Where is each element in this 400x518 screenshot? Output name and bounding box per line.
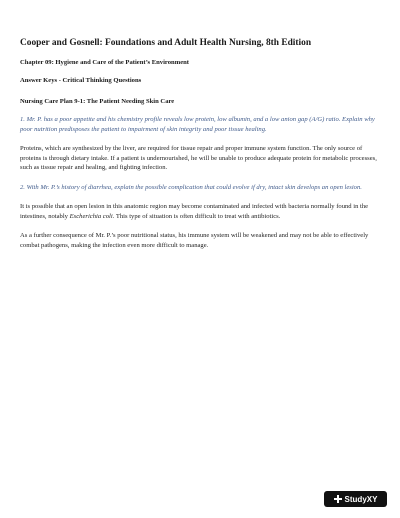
care-plan-heading: Nursing Care Plan 9-1: The Patient Needing Skin Care [20, 98, 175, 105]
answer-keys-heading: Answer Keys - Critical Thinking Questions [20, 77, 142, 84]
chapter-heading: Chapter 09: Hygiene and Care of the Patient’s Environment [20, 59, 189, 66]
answer-3: As a further consequence of Mr. P.’s poor nutritional status, his immune system will be weakened and may not be able to effectively combat pathogens, making the infection even more difficult to manage. [20, 232, 369, 249]
question-2: 2. With Mr. P.’s history of diarrhea, explain the possible complication that could evolve if dry, intact skin develops an open lesion. [20, 183, 362, 191]
plus-arrow-icon [334, 495, 342, 503]
answer-2 [20, 202, 380, 221]
logo-text: StudyXY [344, 494, 378, 504]
document-title: Cooper and Gosnell: Foundations and Adult Health Nursing, 8th Edition [20, 38, 312, 48]
document-page [20, 38, 380, 260]
studyxy-logo [324, 491, 387, 507]
answer-1: Proteins, which are synthesized by the liver, are required for tissue repair and proper immune system function. The only source of proteins is through dietary intake. If a patient is undernourished, he will be unable to produce adequate protein for metabolic processes, such as tissue repair and healing, and fighting infection. [20, 145, 377, 171]
answer-2-text-before: It is possible that an open lesion in this anatomic region may become contaminated and infected with bacteria normally found in the intestines, notably [20, 203, 369, 220]
question-1: 1. Mr. P. has a poor appetite and his chemistry profile reveals low protein, low albumin, and a low anion gap (A/G) ratio. Explain why poor nutrition predisposes the patient to impairment of skin integrity and poor tissue healing. [20, 116, 375, 133]
answer-2-text-after: . This type of situation is often difficult to treat with antibiotics. [112, 212, 281, 220]
answer-2-organism: Escherichia coli [69, 212, 113, 220]
